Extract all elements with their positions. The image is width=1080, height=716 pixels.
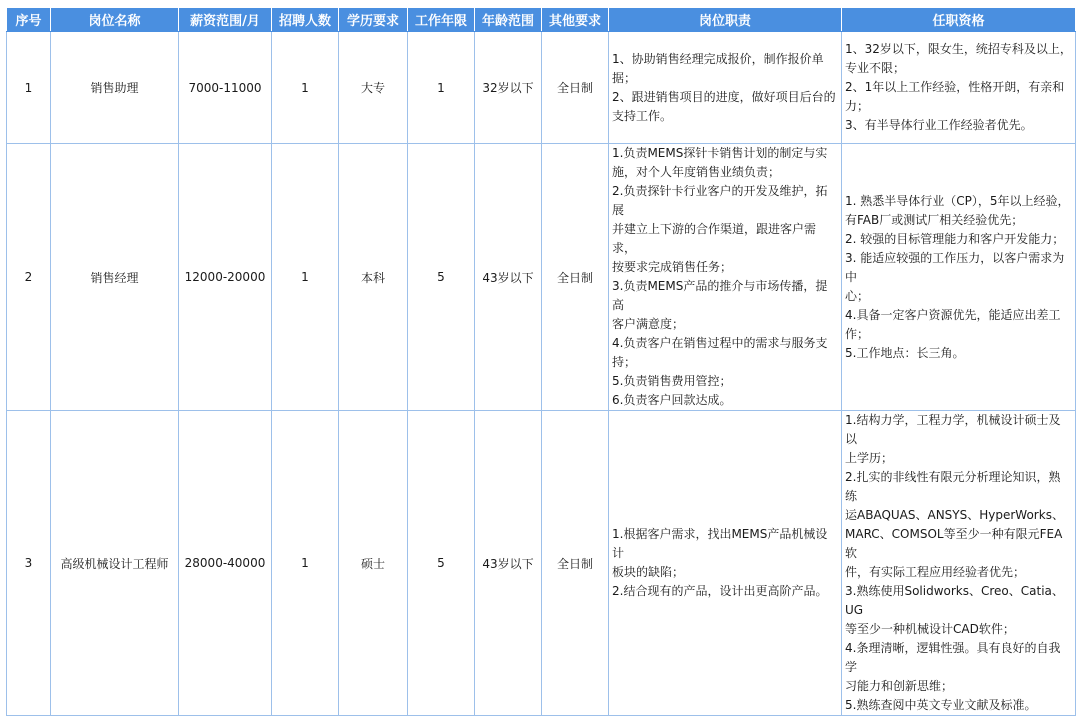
header-other: 其他要求 bbox=[542, 8, 609, 32]
qualification-line: MARC、COMSOL等至少一种有限元FEA软 bbox=[845, 527, 1063, 560]
cell-count: 1 bbox=[272, 144, 339, 411]
cell-education: 大专 bbox=[339, 32, 408, 144]
table-row bbox=[7, 411, 1076, 716]
cell-other: 全日制 bbox=[542, 411, 609, 716]
duty-line: 1.根据客户需求，找出MEMS产品机械设计 bbox=[612, 527, 828, 560]
table-row bbox=[7, 144, 1076, 411]
duty-line: 持； bbox=[612, 355, 637, 369]
cell-age: 43岁以下 bbox=[475, 144, 542, 411]
header-no: 序号 bbox=[7, 8, 51, 32]
cell-salary: 28000-40000 bbox=[179, 411, 272, 716]
qualification-line: 习能力和创新思维； bbox=[845, 679, 954, 693]
qualification-line: 等至少一种机械设计CAD软件； bbox=[845, 622, 1015, 636]
qualification-line: 4.条理清晰，逻辑性强。具有良好的自我学 bbox=[845, 641, 1061, 674]
cell-no: 3 bbox=[7, 411, 51, 716]
duty-line: 1.负责MEMS探针卡销售计划的制定与实 bbox=[612, 146, 828, 160]
duty-line: 2.结合现有的产品，设计出更高阶产品。 bbox=[612, 584, 828, 598]
duty-line: 2.负责探针卡行业客户的开发及维护，拓展 bbox=[612, 184, 828, 217]
qualification-line: 5.熟练查阅中英文专业文献及标准。 bbox=[845, 698, 1037, 712]
cell-years: 5 bbox=[408, 144, 475, 411]
header-years: 工作年限 bbox=[408, 8, 475, 32]
duty-line: 5.负责销售费用管控； bbox=[612, 374, 732, 388]
qualification-line: 2.扎实的非线性有限元分析理论知识，熟练 bbox=[845, 470, 1061, 503]
header-age: 年龄范围 bbox=[475, 8, 542, 32]
qualification-line: 有FAB厂或测试厂相关经验优先； bbox=[845, 212, 1024, 227]
job-table bbox=[6, 7, 1076, 716]
cell-duties bbox=[609, 411, 842, 716]
qualification-line: 心； bbox=[845, 288, 870, 303]
qualification-line: 1. 熟悉半导体行业（CP），5年以上经验， bbox=[845, 193, 1070, 208]
cell-count: 1 bbox=[272, 32, 339, 144]
cell-title: 销售助理 bbox=[51, 32, 179, 144]
cell-age: 43岁以下 bbox=[475, 411, 542, 716]
header-education: 学历要求 bbox=[339, 8, 408, 32]
cell-duties bbox=[609, 32, 842, 144]
cell-age: 32岁以下 bbox=[475, 32, 542, 144]
duty-line: 按要求完成销售任务； bbox=[612, 260, 733, 274]
qualification-line: 作； bbox=[845, 326, 870, 341]
duty-line: 客户满意度； bbox=[612, 317, 685, 331]
cell-qualifications bbox=[842, 411, 1076, 716]
qualification-line: 件，有实际工程应用经验者优先； bbox=[845, 565, 1026, 579]
header-row bbox=[7, 8, 1076, 32]
duty-line: 并建立上下游的合作渠道，跟进客户需求， bbox=[612, 222, 817, 255]
cell-years: 1 bbox=[408, 32, 475, 144]
duty-line: 4.负责客户在销售过程中的需求与服务支 bbox=[612, 336, 828, 350]
cell-other: 全日制 bbox=[542, 144, 609, 411]
cell-salary: 7000-11000 bbox=[179, 32, 272, 144]
duty-line: 3.负责MEMS产品的推介与市场传播，提高 bbox=[612, 279, 828, 312]
duty-line: 施，对个人年度销售业绩负责； bbox=[612, 165, 781, 179]
header-duties: 岗位职责 bbox=[609, 8, 842, 32]
duty-line: 板块的缺陷； bbox=[612, 565, 685, 579]
cell-no: 2 bbox=[7, 144, 51, 411]
cell-other: 全日制 bbox=[542, 32, 609, 144]
header-qualifications: 任职资格 bbox=[842, 8, 1076, 32]
qualification-line: 上学历； bbox=[845, 451, 894, 465]
duty-line: 1、协助销售经理完成报价，制作报价单 bbox=[612, 51, 824, 66]
qualification-line: 2、1年以上工作经验，性格开朗，有亲和 bbox=[845, 80, 1065, 94]
qualification-line: 2. 较强的目标管理能力和客户开发能力； bbox=[845, 231, 1065, 246]
cell-education: 硕士 bbox=[339, 411, 408, 716]
qualification-line: 5.工作地点：长三角。 bbox=[845, 345, 965, 360]
qualification-line: 3、有半导体行业工作经验者优先。 bbox=[845, 118, 1033, 132]
duty-line: 据； bbox=[612, 70, 637, 85]
cell-qualifications bbox=[842, 144, 1076, 411]
qualification-line: 1、32岁以下，限女生，统招专科及以上， bbox=[845, 42, 1072, 56]
table-row bbox=[7, 32, 1076, 144]
cell-no: 1 bbox=[7, 32, 51, 144]
header-salary: 薪资范围/月 bbox=[179, 8, 272, 32]
duty-line: 2、跟进销售项目的进度，做好项目后台的 bbox=[612, 89, 836, 104]
cell-years: 5 bbox=[408, 411, 475, 716]
qualification-line: 3.熟练使用Solidworks、Creo、Catia、UG bbox=[845, 584, 1064, 617]
cell-title: 高级机械设计工程师 bbox=[51, 411, 179, 716]
qualification-line: 4.具备一定客户资源优先，能适应出差工 bbox=[845, 307, 1061, 322]
qualification-line: 3. 能适应较强的工作压力，以客户需求为中 bbox=[845, 250, 1065, 284]
cell-qualifications bbox=[842, 32, 1076, 144]
cell-salary: 12000-20000 bbox=[179, 144, 272, 411]
duty-line: 支持工作。 bbox=[612, 108, 673, 123]
qualification-line: 1.结构力学，工程力学，机械设计硕士及以 bbox=[845, 413, 1061, 446]
header-title: 岗位名称 bbox=[51, 8, 179, 32]
qualification-line: 运ABAQUAS、ANSYS、HyperWorks、 bbox=[845, 508, 1064, 522]
cell-count: 1 bbox=[272, 411, 339, 716]
cell-education: 本科 bbox=[339, 144, 408, 411]
qualification-line: 力； bbox=[845, 99, 870, 113]
cell-duties bbox=[609, 144, 842, 411]
cell-title: 销售经理 bbox=[51, 144, 179, 411]
duty-line: 6.负责客户回款达成。 bbox=[612, 393, 732, 407]
header-count: 招聘人数 bbox=[272, 8, 339, 32]
qualification-line: 专业不限； bbox=[845, 61, 906, 75]
